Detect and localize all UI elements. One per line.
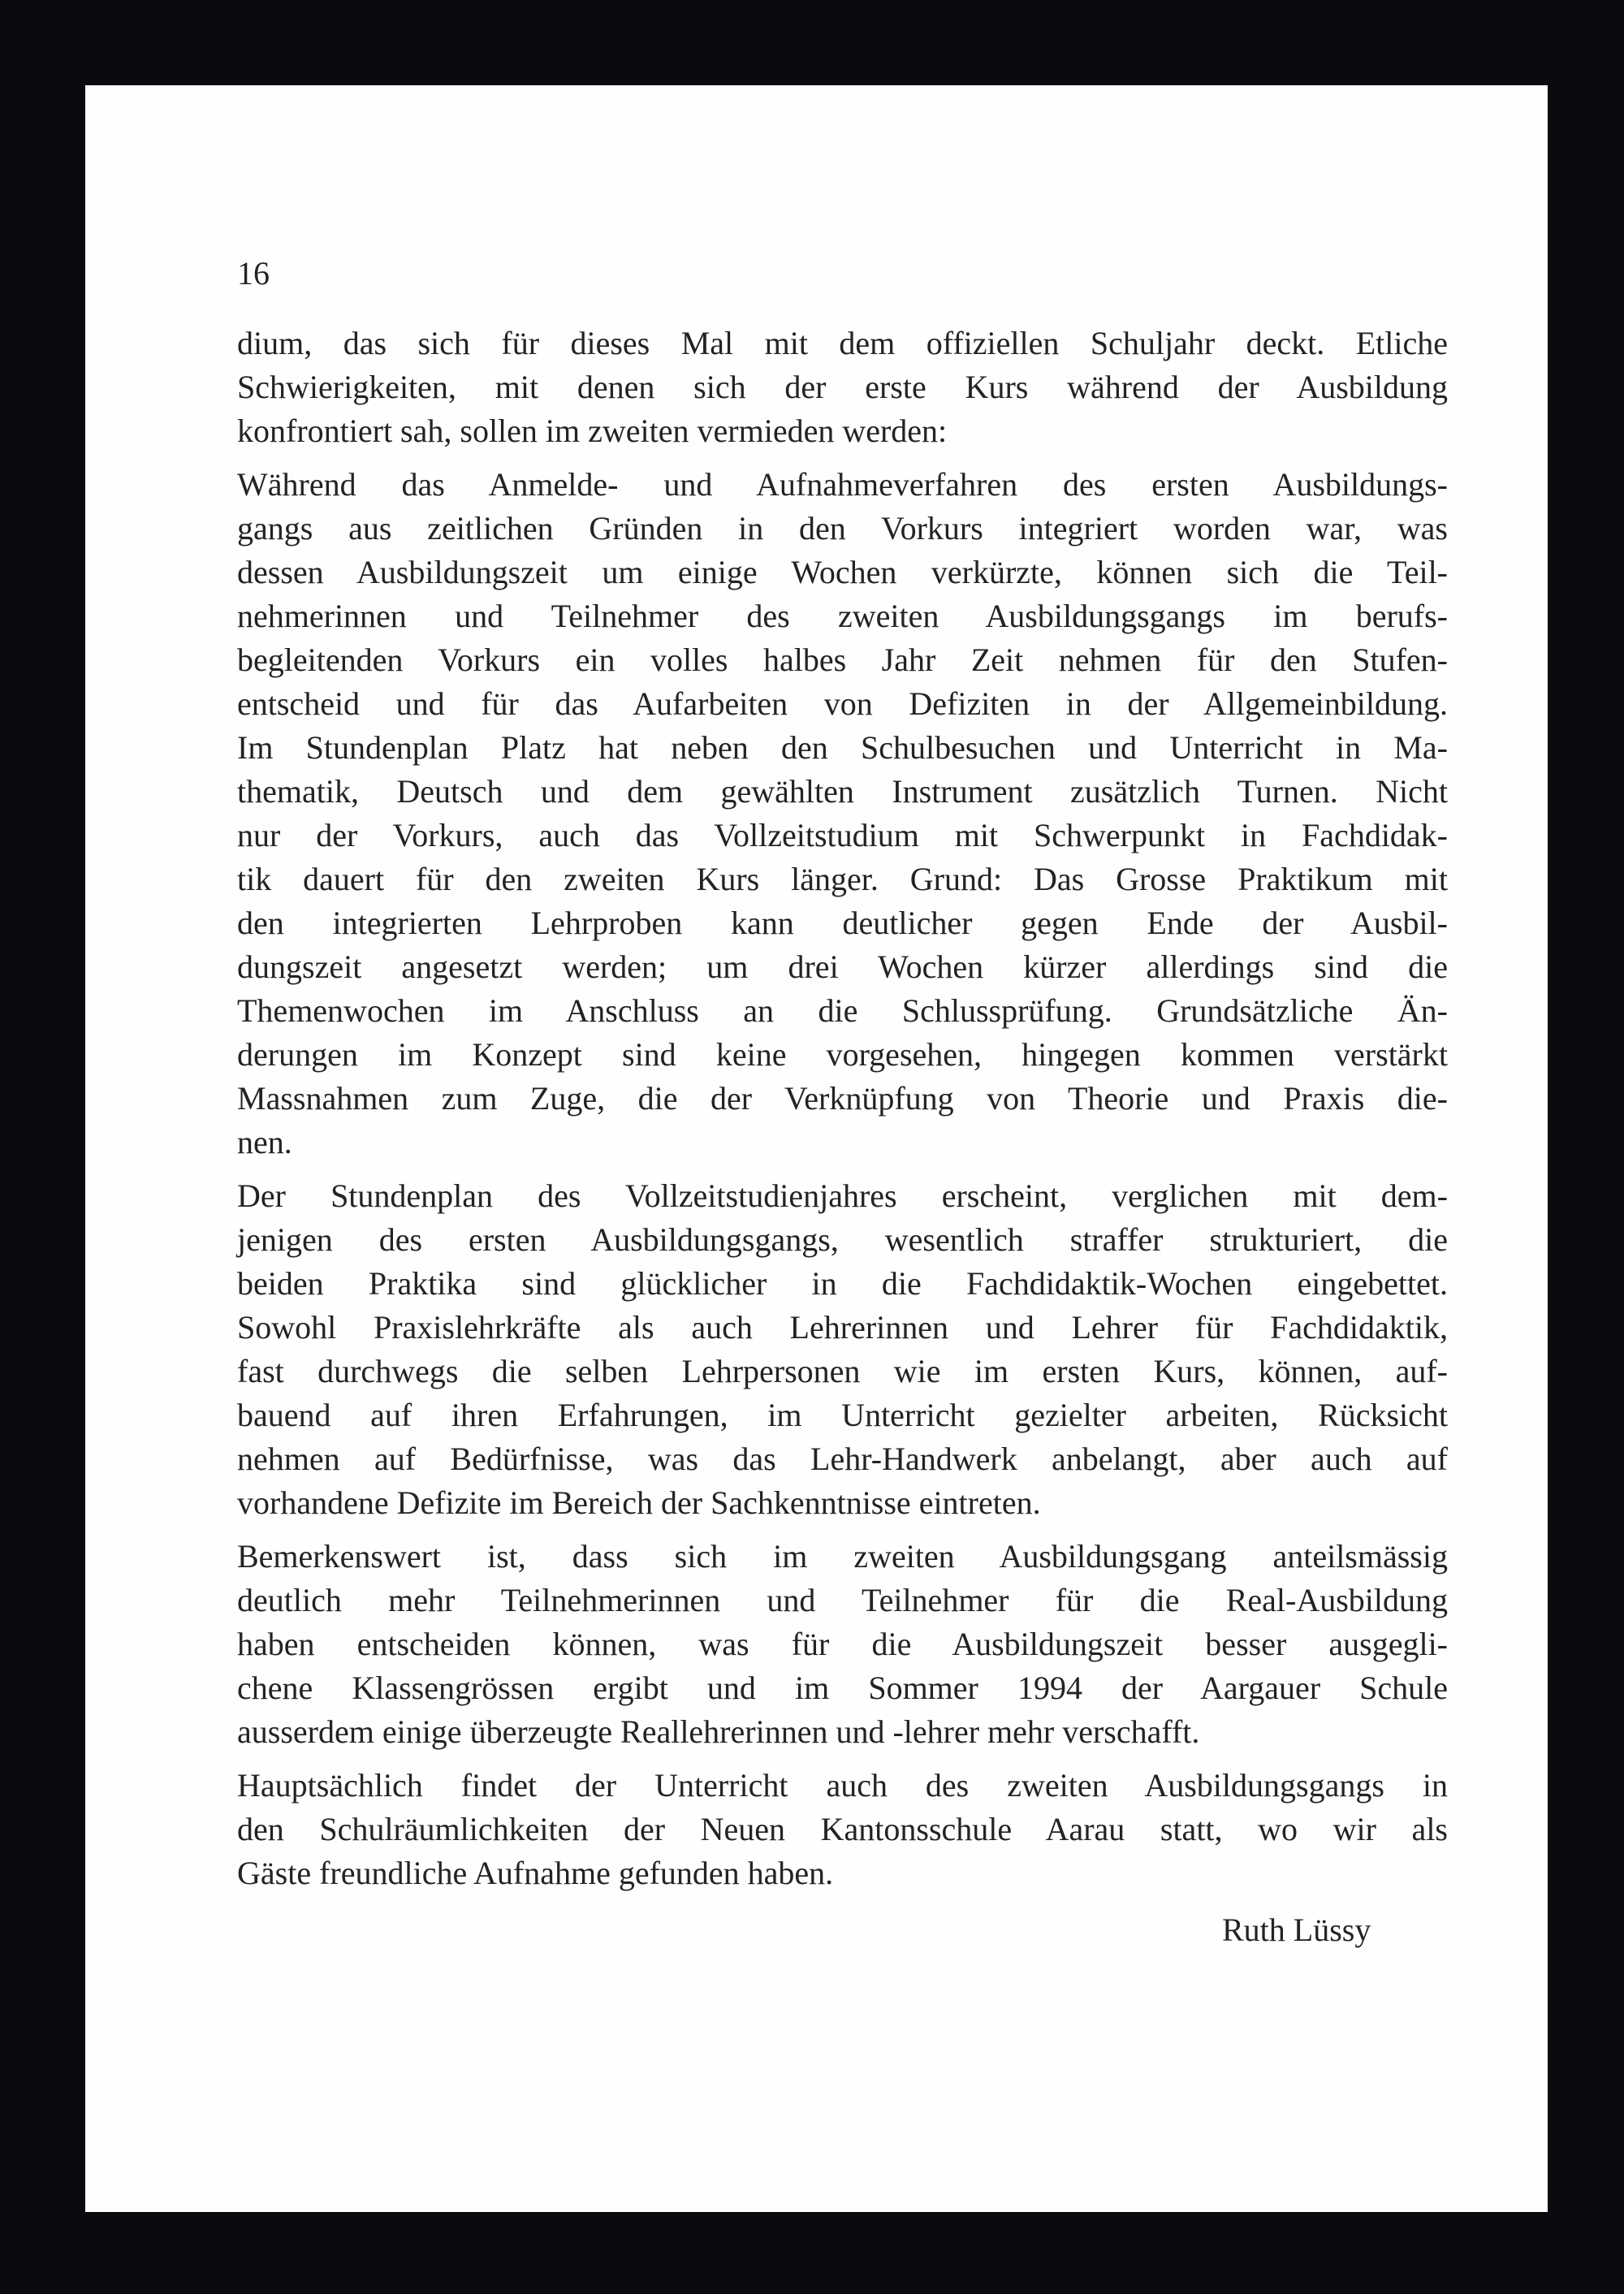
text-line: Massnahmen zum Zuge, die der Verknüpfung von Theorie und Praxis die- [237, 1079, 1448, 1117]
author-signature: Ruth Lüssy [1222, 1911, 1371, 1948]
text-line: tik dauert für den zweiten Kurs länger. Grund: Das Grosse Praktikum mit [237, 860, 1448, 897]
text-line: bauend auf ihren Erfahrungen, im Unterricht gezielter arbeiten, Rücksicht [237, 1396, 1448, 1433]
text-line: thematik, Deutsch und dem gewählten Instrument zusätzlich Turnen. Nicht [237, 772, 1448, 810]
text-line: entscheid und für das Aufarbeiten von Defiziten in der Allgemeinbildung. [237, 685, 1448, 722]
text-line: Der Stundenplan des Vollzeitstudienjahres erscheint, verglichen mit dem- [237, 1177, 1448, 1214]
paragraph-3 [237, 1174, 1448, 1525]
text-line: beiden Praktika sind glücklicher in die Fachdidaktik-Wochen eingebettet. [237, 1264, 1448, 1302]
text-line: Hauptsächlich findet der Unterricht auch des zweiten Ausbildungsgangs in [237, 1766, 1448, 1804]
body-text [237, 322, 1448, 1905]
text-line: gangs aus zeitlichen Gründen in den Vorkurs integriert worden war, was [237, 509, 1448, 546]
text-line: nen. [237, 1123, 292, 1160]
text-line: konfrontiert sah, sollen im zweiten vermieden werden: [237, 412, 948, 449]
paragraph-1 [237, 322, 1448, 453]
document-page [85, 85, 1548, 2212]
text-line: nur der Vorkurs, auch das Vollzeitstudium mit Schwerpunkt in Fachdidak- [237, 816, 1448, 853]
text-line: begleitenden Vorkurs ein volles halbes Jahr Zeit nehmen für den Stufen- [237, 641, 1448, 678]
text-line: ausserdem einige überzeugte Reallehrerinnen und -lehrer mehr verschafft. [237, 1713, 1200, 1750]
text-line: den integrierten Lehrproben kann deutlicher gegen Ende der Ausbil- [237, 904, 1448, 941]
text-line: den Schulräumlichkeiten der Neuen Kantonsschule Aarau statt, wo wir als [237, 1810, 1448, 1847]
text-line: jenigen des ersten Ausbildungsgangs, wesentlich straffer strukturiert, die [237, 1220, 1448, 1258]
text-line: Im Stundenplan Platz hat neben den Schulbesuchen und Unterricht in Ma- [237, 728, 1448, 766]
text-line: Während das Anmelde- und Aufnahmeverfahren des ersten Ausbildungs- [237, 465, 1448, 503]
page-number: 16 [237, 254, 270, 292]
paragraph-2 [237, 463, 1448, 1164]
text-line: dium, das sich für dieses Mal mit dem offiziellen Schuljahr deckt. Etliche [237, 324, 1448, 361]
text-line: vorhandene Defizite im Bereich der Sachkenntnisse eintreten. [237, 1484, 1041, 1521]
text-line: chene Klassengrössen ergibt und im Sommer 1994 der Aargauer Schule [237, 1669, 1448, 1706]
paragraph-4 [237, 1535, 1448, 1754]
text-line: derungen im Konzept sind keine vorgesehen, hingegen kommen verstärkt [237, 1035, 1448, 1073]
text-line: nehmerinnen und Teilnehmer des zweiten Ausbildungsgangs im berufs- [237, 597, 1448, 634]
text-line: nehmen auf Bedürfnisse, was das Lehr-Handwerk anbelangt, aber auch auf [237, 1440, 1448, 1477]
text-line: deutlich mehr Teilnehmerinnen und Teilnehmer für die Real-Ausbildung [237, 1581, 1448, 1618]
text-line: dessen Ausbildungszeit um einige Wochen verkürzte, können sich die Teil- [237, 553, 1448, 590]
text-line: dungszeit angesetzt werden; um drei Wochen kürzer allerdings sind die [237, 948, 1448, 985]
text-line: Bemerkenswert ist, dass sich im zweiten Ausbildungsgang anteilsmässig [237, 1537, 1448, 1575]
text-line: haben entscheiden können, was für die Ausbildungszeit besser ausgegli- [237, 1625, 1448, 1662]
text-line: Sowohl Praxislehrkräfte als auch Lehrerinnen und Lehrer für Fachdidaktik, [237, 1308, 1448, 1346]
text-line: fast durchwegs die selben Lehrpersonen wie im ersten Kurs, können, auf- [237, 1352, 1448, 1389]
text-line: Themenwochen im Anschluss an die Schlussprüfung. Grundsätzliche Än- [237, 991, 1448, 1029]
text-line: Schwierigkeiten, mit denen sich der erste Kurs während der Ausbildung [237, 368, 1448, 405]
text-line: Gäste freundliche Aufnahme gefunden haben. [237, 1854, 834, 1891]
paragraph-5 [237, 1764, 1448, 1895]
